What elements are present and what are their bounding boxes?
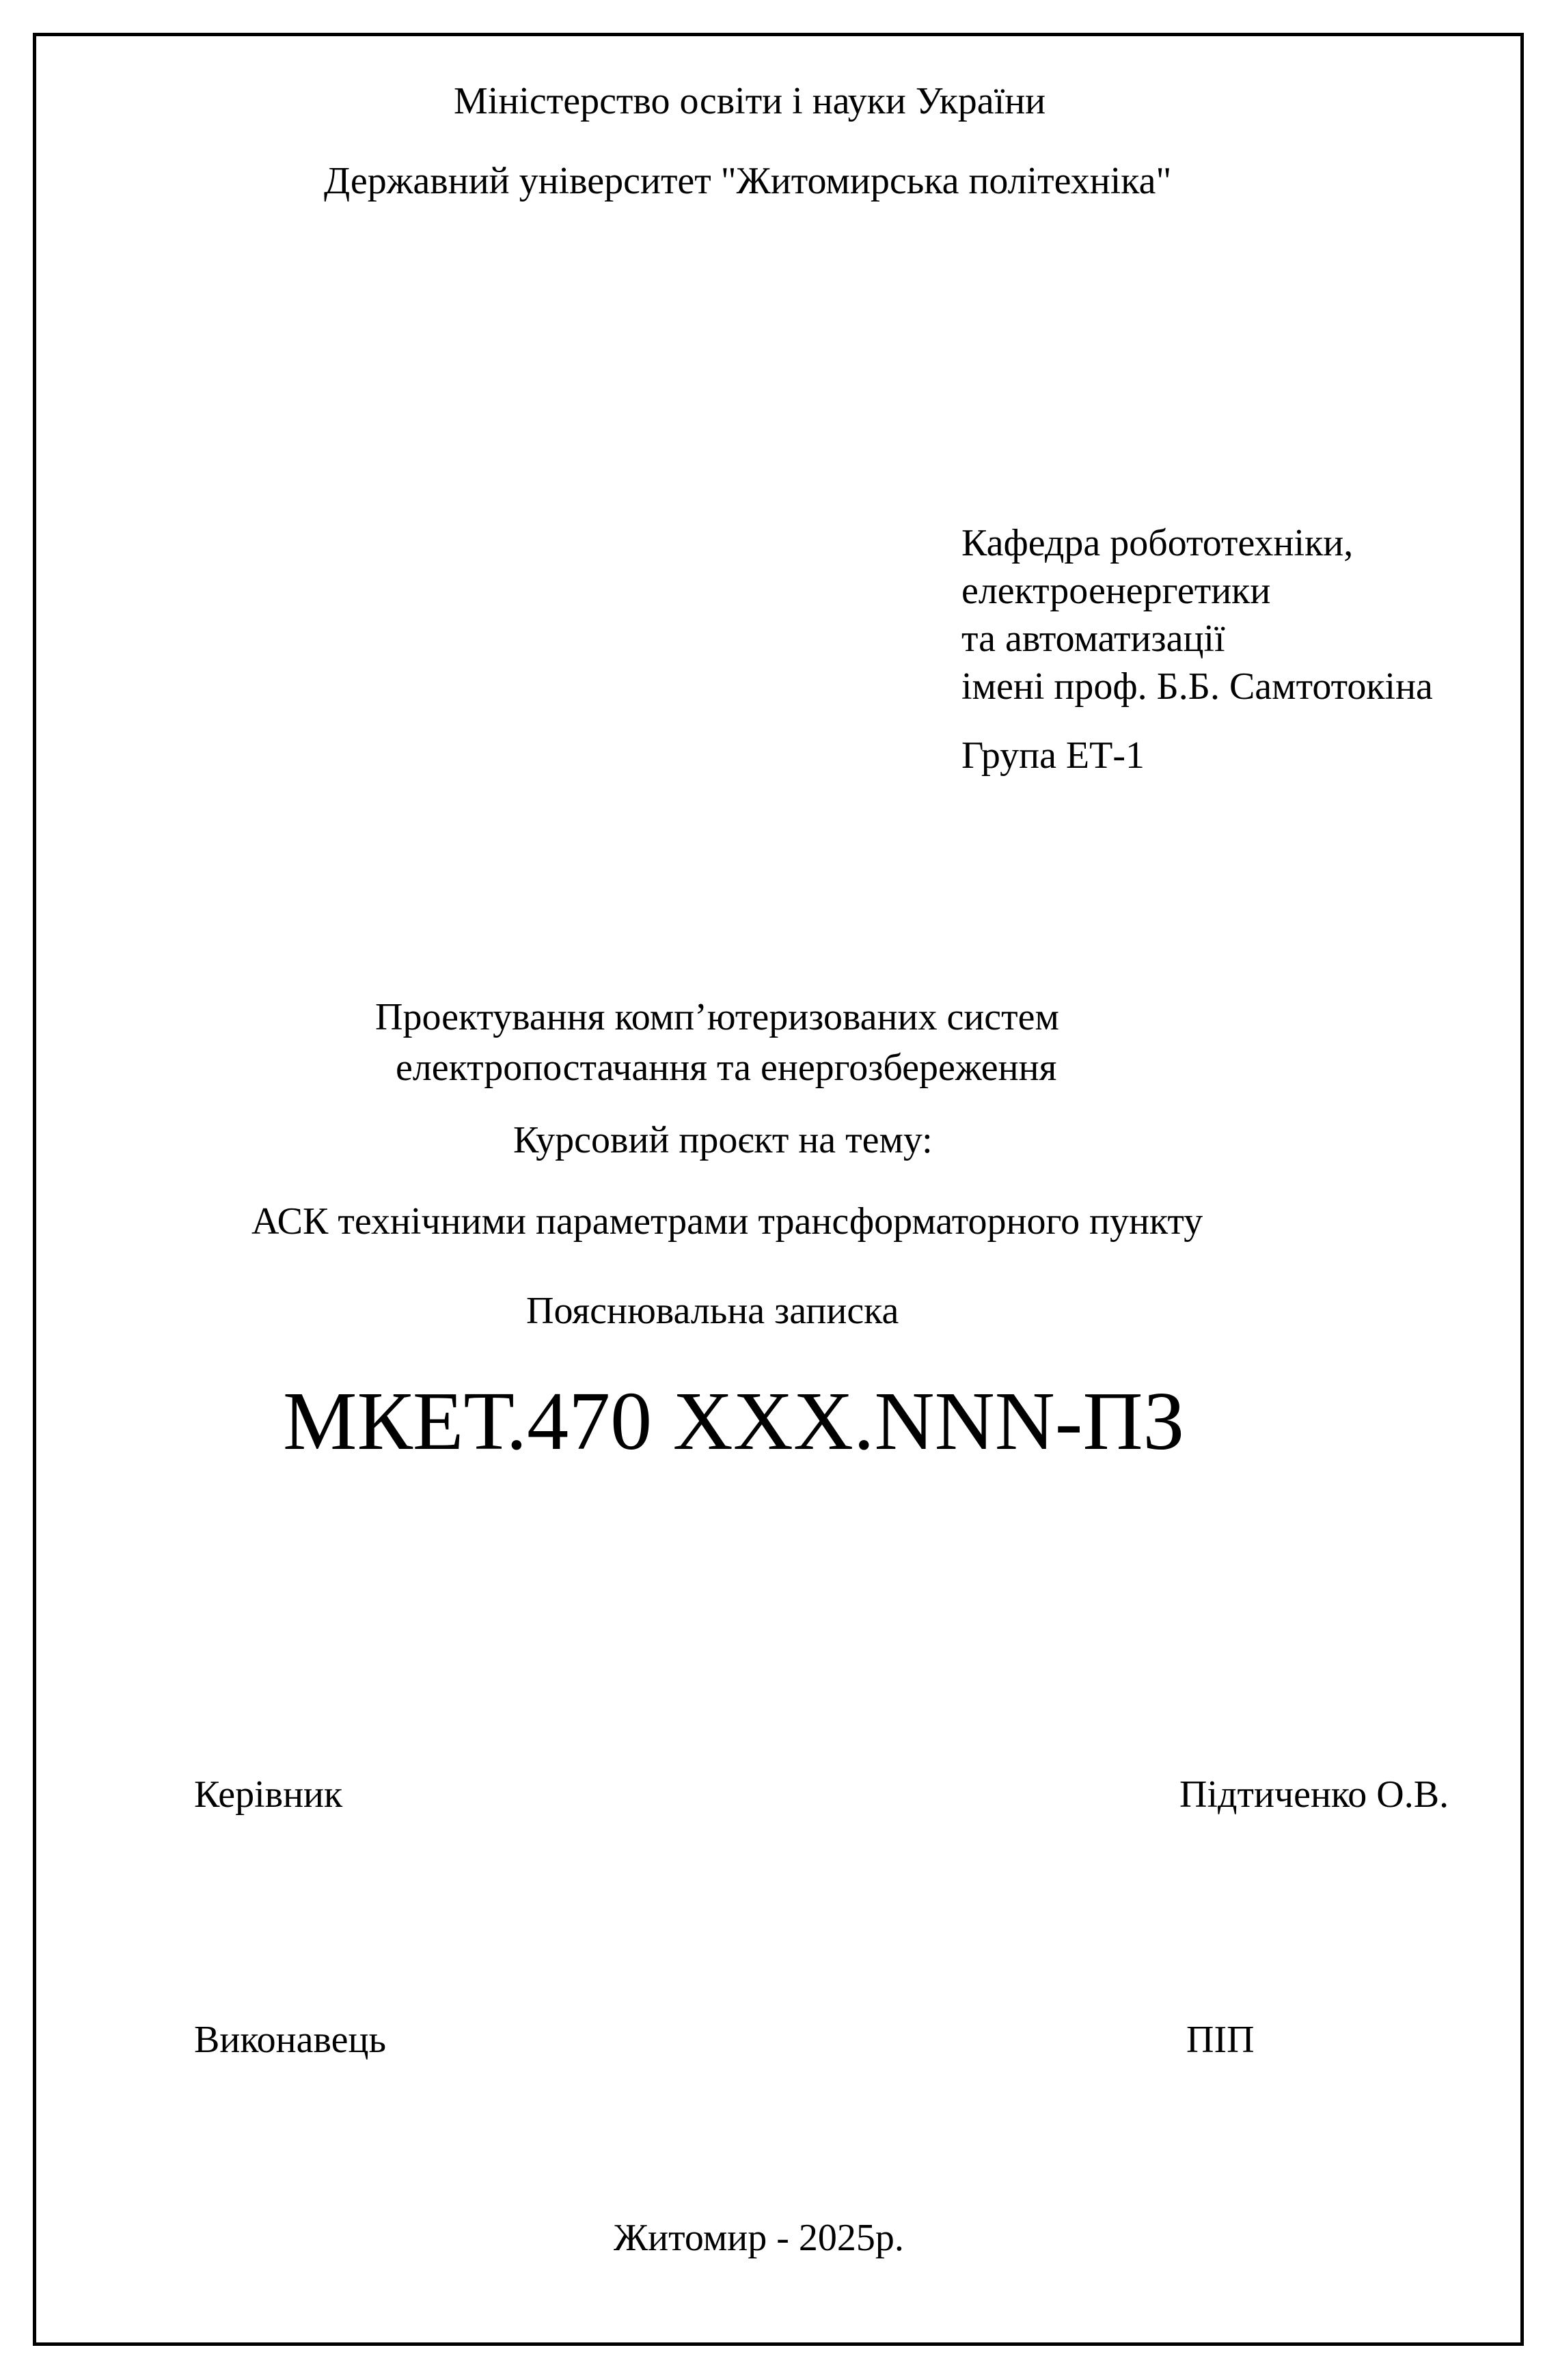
- document-type: Пояснювальна записка: [526, 1290, 899, 1332]
- project-intro: Курсовий проєкт на тему:: [513, 1119, 933, 1161]
- document-code: МКЕТ.470 XXX.NNN-ПЗ: [283, 1375, 1185, 1467]
- executor-name: ПІП: [1186, 2019, 1255, 2061]
- project-topic: АСК технічними параметрами трансформаторного пункту: [251, 1200, 1203, 1243]
- subject-line-1: Проектування комп’ютеризованих систем: [375, 996, 1059, 1038]
- ministry-title: Міністерство освіти і науки України: [454, 80, 1046, 122]
- department-line: імені проф. Б.Б. Самтотокіна: [961, 665, 1433, 708]
- executor-label: Виконавець: [194, 2019, 386, 2061]
- city-year: Житомир - 2025р.: [614, 2217, 904, 2259]
- group-label: Група ЕТ-1: [961, 734, 1145, 777]
- page-border: [33, 33, 1524, 2346]
- university-title: Державний університет "Житомирська політехніка": [324, 160, 1172, 202]
- department-line: Кафедра робототехніки,: [961, 522, 1354, 564]
- supervisor-name: Підтиченко О.В.: [1179, 1773, 1449, 1816]
- department-line: електроенергетики: [961, 570, 1271, 612]
- department-block: [961, 519, 1433, 710]
- supervisor-label: Керівник: [194, 1773, 343, 1816]
- subject-line-2: електропостачання та енергозбереження: [396, 1047, 1057, 1089]
- department-line: та автоматизації: [961, 618, 1225, 660]
